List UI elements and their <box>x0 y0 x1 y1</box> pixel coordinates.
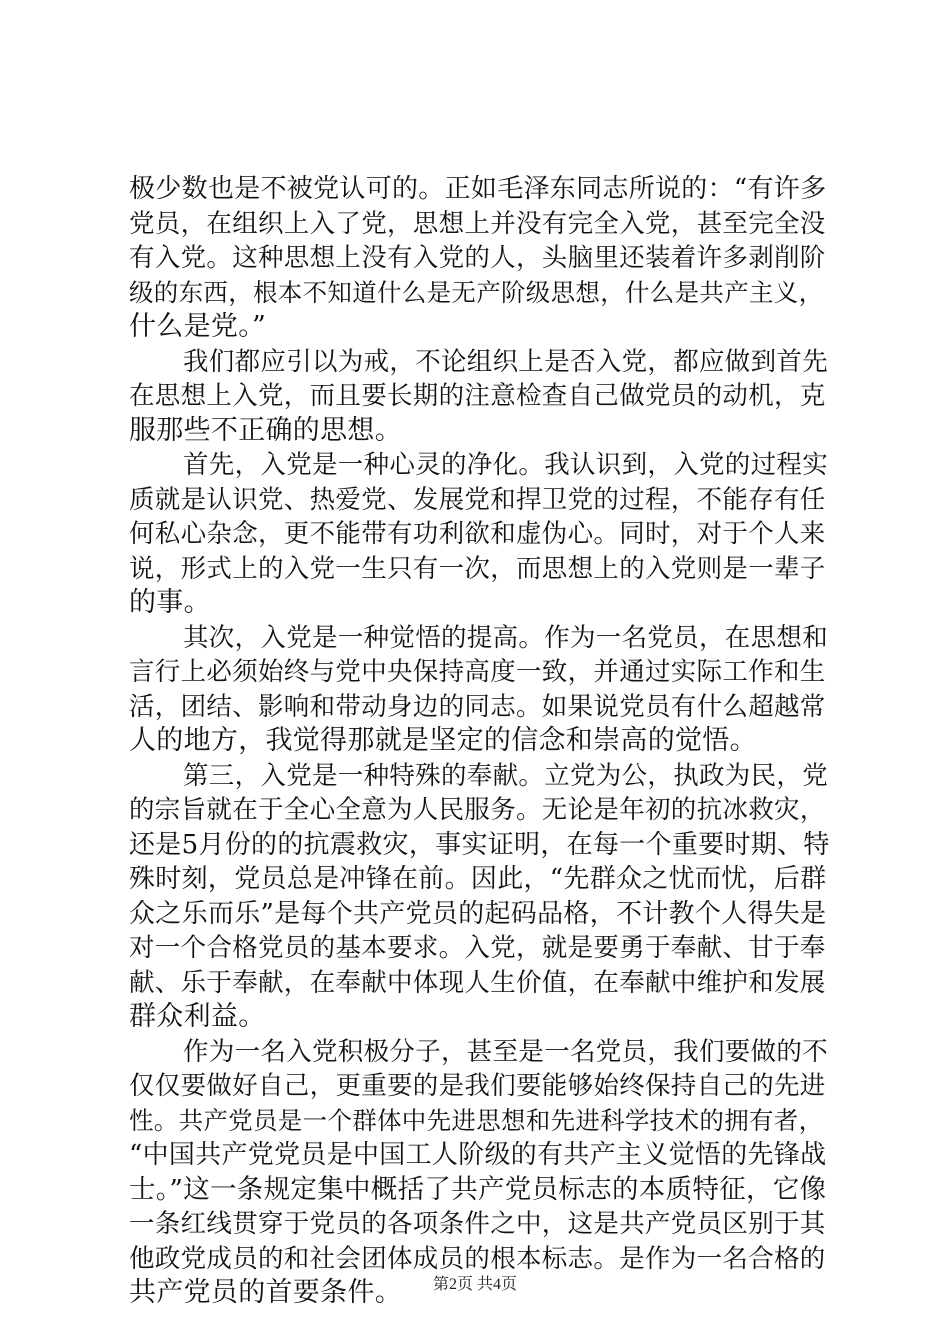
text-line: “中国共产党党员是中国工人阶级的有共产主义觉悟的先锋战 <box>129 1140 827 1170</box>
text-line: 有入党。这种思想上没有入党的人，头脑里还装着许多剥削阶 <box>129 243 826 273</box>
text-line: 党员，在组织上入了党，思想上并没有完全入党，甚至完全没 <box>129 208 826 239</box>
text-line: 士。”这一条规定集中概括了共产党员标志的本质特征，它像 <box>129 1173 827 1205</box>
text-line: 还是5月份的的抗震救灾，事实证明，在每一个重要时期、特 <box>129 829 830 860</box>
text-line: 言行上必须始终与党中央保持高度一致，并通过实际工作和生 <box>129 657 826 687</box>
text-line: 的宗旨就在于全心全意为人民服务。无论是年初的抗冰救灾， <box>129 795 826 825</box>
text-line: 说，形式上的入党一生只有一次，而思想上的入党则是一辈子 <box>129 553 826 584</box>
text-line: 仅仅要做好自己，更重要的是我们要能够始终保持自己的先进 <box>129 1071 826 1101</box>
text-line: 级的东西，根本不知道什么是无产阶级思想，什么是共产主义， <box>129 277 824 307</box>
paragraph-first-line: 第三，入党是一种特殊的奉献。立党为公，执政为民，党 <box>183 760 829 791</box>
text-line: 极少数也是不被党认可的。正如毛泽东同志所说的：“有许多 <box>129 174 827 204</box>
text-line: 他政党成员的和社会团体成员的根本标志。是作为一名合格的 <box>129 1243 826 1274</box>
text-line: 性。共产党员是一个群体中先进思想和先进科学技术的拥有者， <box>129 1105 824 1135</box>
text-line: 什么是党。” <box>129 311 267 342</box>
paragraph-first-line: 首先，入党是一种心灵的净化。我认识到，入党的过程实 <box>183 450 829 480</box>
document-body <box>129 172 832 1311</box>
text-line: 群众利益。 <box>129 1001 266 1032</box>
text-line: 对一个合格党员的基本要求。入党，就是要勇于奉献、甘于奉 <box>129 933 826 963</box>
page-number-footer: 第2页 共4页 <box>432 1276 517 1293</box>
text-line: 共产党员的首要条件。 <box>129 1277 402 1308</box>
text-line: 在思想上入党，而且要长期的注意检查自己做党员的动机，克 <box>129 381 826 411</box>
text-line: 一条红线贯穿于党员的各项条件之中，这是共产党员区别于其 <box>129 1209 826 1239</box>
text-line: 活，团结、影响和带动身边的同志。如果说党员有什么超越常 <box>129 691 826 722</box>
text-line: 献、乐于奉献，在奉献中体现人生价值，在奉献中维护和发展 <box>129 967 826 998</box>
paragraph-first-line: 我们都应引以为戒，不论组织上是否入党，都应做到首先 <box>183 346 829 377</box>
text-line: 何私心杂念，更不能带有功利欲和虚伪心。同时，对于个人来 <box>129 519 826 549</box>
text-line: 服那些不正确的思想。 <box>129 414 402 446</box>
text-line: 众之乐而乐”是每个共产党员的起码品格，不计教个人得失是 <box>129 898 827 929</box>
text-line: 质就是认识党、热爱党、发展党和捍卫党的过程，不能存有任 <box>129 484 826 515</box>
text-line: 的事。 <box>129 587 211 618</box>
paragraph-first-line: 其次，入党是一种觉悟的提高。作为一名党员，在思想和 <box>183 622 829 653</box>
text-line: 殊时刻，党员总是冲锋在前。因此，“先群众之忧而忧，后群 <box>129 864 827 894</box>
paragraph-first-line: 作为一名入党积极分子，甚至是一名党员，我们要做的不 <box>183 1036 829 1067</box>
text-line: 人的地方，我觉得那就是坚定的信念和崇高的觉悟。 <box>129 725 757 756</box>
